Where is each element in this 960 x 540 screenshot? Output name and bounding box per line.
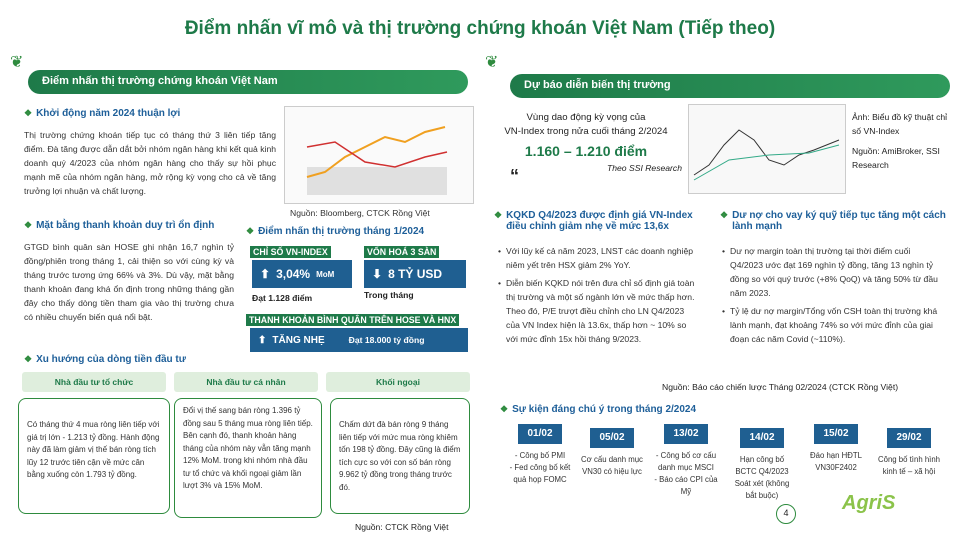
col-head-institutional: Nhà đầu tư tổ chức: [22, 372, 166, 392]
s2-title: ❖ Mặt bằng thanh khoản duy trì ổn định: [24, 220, 215, 231]
vnindex-label: CHỈ SỐ VN-INDEX: [250, 246, 331, 258]
kq-bullets: • Với lũy kế cả năm 2023, LNST các doanh nghiệp niêm yết trên HSX giảm 2% YoY. • Diễn biến KQKD nói trên đưa chỉ số định giá toàn thị trường và một số ngành lớn về mức thấp hơn. Theo đó, P/E trượt điều chỉnh cho LN Q4/2023 của VN Index hiện là 13.6x, thấp hơn ~ 10% so với mức đỉnh 15x hồi tháng 9/2023.: [498, 246, 695, 344]
s1-title: ❖ Khởi động năm 2024 thuận lợi: [24, 108, 181, 119]
event-text: Hạn công bố BCTC Q4/2023 Soát xét (không bắt buộc): [734, 455, 790, 500]
event-text: Đáo hạn HĐTL VN30F2402: [809, 451, 862, 472]
arrow-up-icon: ⬆: [258, 334, 267, 346]
diamond-icon: ❖: [24, 220, 33, 230]
diamond-icon: ❖: [24, 354, 33, 364]
brand-logo: AgriS: [842, 492, 896, 514]
event-date: 05/02: [590, 428, 634, 448]
retail-text: Đổi vị thế sang bán ròng 1.396 tỷ đồng sau 5 tháng mua ròng liên tiếp. Bên cạnh đó, thanh khoản hàng tháng của nhóm này vẫn tăng mạnh 12% MoM. trong khi nhóm nhà đầu tư tổ chức và khối ngoại giảm lần lượt 3% và 15% MoM.: [174, 398, 322, 518]
diamond-icon: ❖: [720, 210, 729, 220]
institutional-text: Có tháng thứ 4 mua ròng liên tiếp với giá trị lớn - 1.213 tỷ đồng. Hành động này đã làm giảm vị thế bán ròng tích lũy 12 trước tiên cận về mức cân bằng xuống còn 1.793 tỷ đồng.: [18, 398, 170, 514]
col-head-foreign: Khối ngoại: [326, 372, 470, 392]
liquidity-box: ⬆ TĂNG NHẸ Đạt 18.000 tỷ đồng: [250, 328, 468, 352]
event-date: 15/02: [814, 424, 858, 444]
chart-source: Nguồn: Bloomberg, CTCK Rồng Việt: [290, 208, 430, 218]
col-head-retail: Nhà đầu tư cá nhân: [174, 372, 318, 392]
page-title: Điểm nhấn vĩ mô và thị trường chứng khoán Việt Nam (Tiếp theo): [184, 18, 776, 39]
capitalization-note: Trong tháng: [364, 290, 414, 300]
page-number: 4: [776, 504, 796, 524]
capitalization-label: VỐN HOÁ 3 SÀN: [364, 246, 439, 258]
margin-title: ❖ Dư nợ cho vay ký quỹ tiếp tục tăng một cách lành mạnh: [720, 210, 946, 232]
s3-title: ❖ Điểm nhấn thị trường tháng 1/2024: [246, 226, 425, 237]
kq-title: ❖ KQKD Q4/2023 được định giá VN-Index điều chỉnh giảm nhẹ về mức 13,6x: [494, 210, 693, 232]
s4-title: ❖ Xu hướng của dòng tiền đầu tư: [24, 354, 186, 365]
capitalization-box: ⬇ 8 TỶ USD: [364, 260, 466, 288]
chart-note: Ảnh: Biểu đồ kỹ thuật chỉ số VN-Index Nguồn: AmiBroker, SSI Research: [852, 112, 948, 170]
arrow-up-icon: ⬆: [260, 267, 271, 281]
foreign-text: Chấm dứt đà bán ròng 9 tháng liên tiếp với mức mua ròng khiêm tốn 198 tỷ đồng. Đây cũng là điểm tích cực so với con số bán ròng 9.962 tỷ đồng trong tháng trước đó.: [330, 398, 470, 514]
forecast-range: 1.160 – 1.210 điểm: [524, 143, 648, 159]
quote-icon: “: [510, 166, 519, 186]
event-text: - Công bố PMI - Fed công bố kết quả họp FOMC: [509, 451, 571, 484]
leaf-icon: ❦: [10, 54, 24, 71]
event-date: 14/02: [740, 428, 784, 448]
event-date: 29/02: [887, 428, 931, 448]
vnindex-box: ⬆ 3,04% MoM: [252, 260, 352, 288]
leaf-icon: ❦: [485, 54, 499, 71]
event-text: Công bố tình hình kinh tế – xã hội: [878, 455, 940, 476]
s2-text: GTGD bình quân sàn HOSE ghi nhận 16,7 nghìn tỷ đồng/phiên trong tháng 1, cải thiện so với cùng kỳ và tháng trước tương ứng 66% và 3%. Dù vậy, mặt bằng thanh khoản đang khá ổn định trong những tháng gần đây cho thấy dòng tiền tham gia vào thị trường chưa có nhiều chuyển biến quá nổi bật.: [24, 242, 234, 322]
event-date: 13/02: [664, 424, 708, 444]
arrow-down-icon: ⬇: [372, 267, 383, 281]
s4-source: Nguồn: CTCK Rồng Việt: [355, 522, 449, 532]
forecast-text: Vùng dao động kỳ vọng của VN-Index trong nửa cuối tháng 2/2024 1.160 – 1.210 điểm Theo SSI Research: [490, 112, 682, 173]
vnindex-note: Đạt 1.128 điểm: [252, 293, 313, 303]
vnindex-technical-chart: [688, 104, 846, 194]
forecast-by: Theo SSI Research: [607, 163, 682, 173]
event-text: - Công bố cơ cấu danh mục MSCI - Báo cáo CPI của Mỹ: [654, 451, 718, 496]
event-date: 01/02: [518, 424, 562, 444]
diamond-icon: ❖: [494, 210, 503, 220]
margin-bullets: • Dư nợ margin toàn thị trường tại thời điểm cuối Q4/2023 ước đạt 169 nghìn tỷ đồng, tăng 13 nghìn tỷ đồng so với quý trước (+8% QoQ) và tăng 50% từ đầu năm 2023. • Tỷ lệ dư nợ margin/Tổng vốn CSH toàn thị trường khá lành mạnh, đạt khoảng 74% so với mức đỉnh của giai đoạn các năm Covid (~110%).: [722, 246, 938, 344]
right-section-header: Dự báo diễn biến thị trường: [510, 74, 950, 98]
s1-text: Thị trường chứng khoán tiếp tục có tháng thứ 3 liên tiếp tăng điểm. Đà tăng được dẫn dắt bởi nhóm ngân hàng khi kết quả kinh doanh quý 4/2023 của nhóm ngân hàng cho thấy sự hồi phục mạnh mẽ của nhóm ngân hàng, mở rộng kỳ vọng cho cả về tăng trưởng lợi nhuận và chất lượng.: [24, 130, 276, 196]
event-text: Cơ cấu danh mục VN30 có hiệu lực: [581, 455, 643, 476]
market-chart: [284, 106, 474, 204]
diamond-icon: ❖: [24, 108, 33, 118]
liquidity-label: THANH KHOẢN BÌNH QUÂN TRÊN HOSE VÀ HNX: [246, 314, 459, 326]
diamond-icon: ❖: [246, 226, 255, 236]
right-source: Nguồn: Báo cáo chiến lược Tháng 02/2024 (CTCK Rồng Việt): [662, 382, 899, 392]
diamond-icon: ❖: [500, 404, 509, 414]
left-section-header: Điểm nhấn thị trường chứng khoán Việt Nam: [28, 70, 468, 94]
events-title: ❖ Sự kiện đáng chú ý trong tháng 2/2024: [500, 404, 697, 415]
